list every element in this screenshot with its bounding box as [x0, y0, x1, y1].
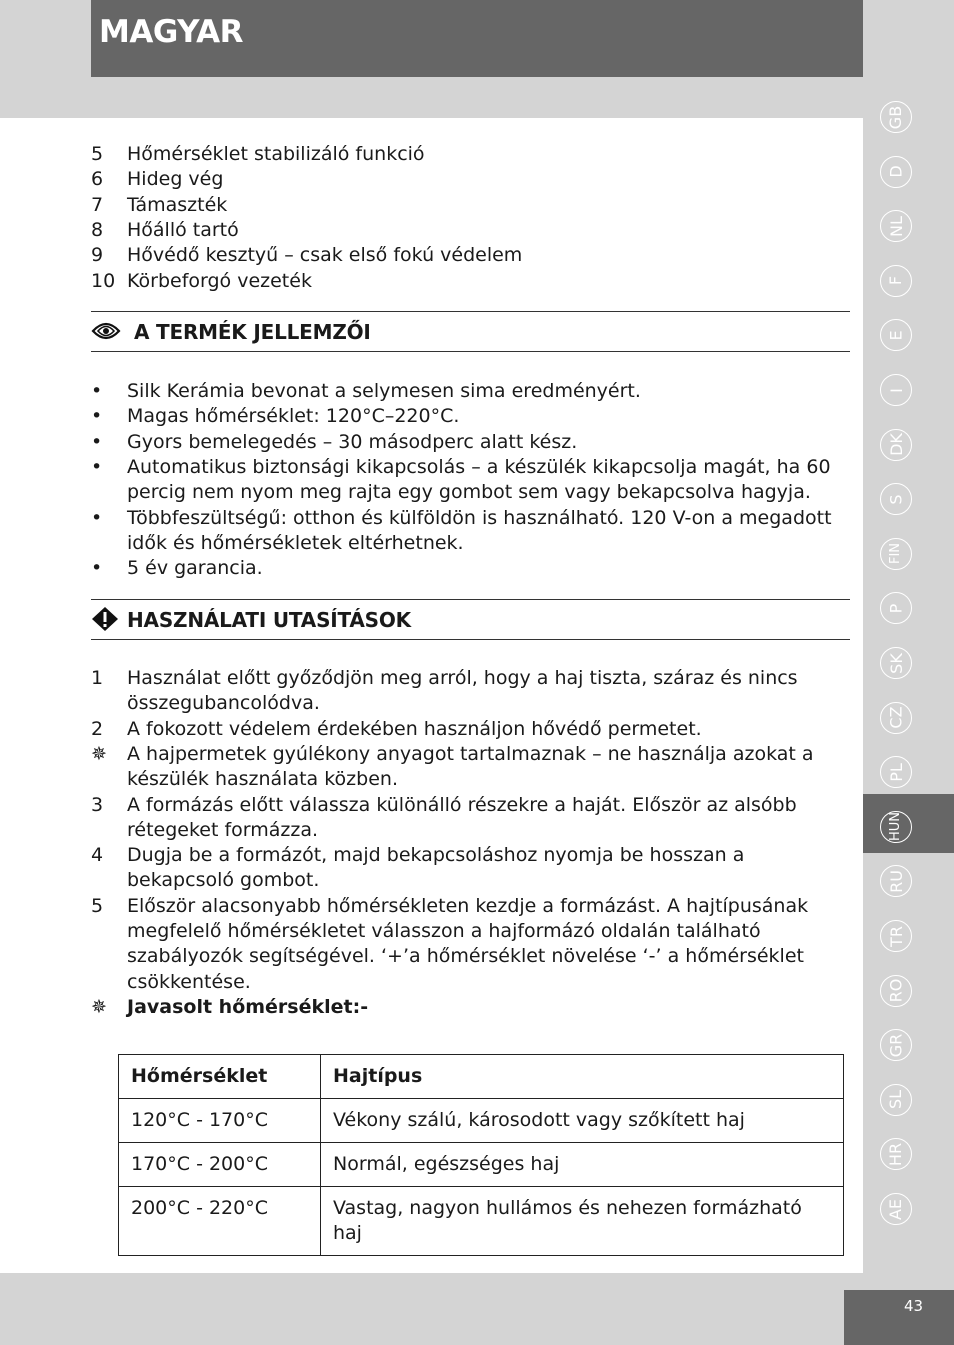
language-tab-ru[interactable]: [880, 865, 912, 897]
language-tab-fin[interactable]: [880, 538, 912, 570]
language-ring: [880, 101, 912, 133]
language-label: TR: [886, 925, 906, 947]
language-index: [863, 92, 954, 1252]
table-cell: 170°C - 200°C: [119, 1143, 321, 1187]
language-tab-dk[interactable]: [880, 429, 912, 461]
page-title: MAGYAR: [99, 14, 243, 50]
instructions-heading: [91, 599, 850, 640]
header-bar: [91, 0, 863, 77]
page-number: 43: [904, 1297, 924, 1315]
table-header-cell: Hőmérséklet: [119, 1055, 321, 1099]
temperature-table: [118, 1054, 844, 1256]
eye-icon: [91, 318, 121, 344]
table-row: [119, 1187, 844, 1256]
page-number-box: [844, 1290, 954, 1345]
star-icon: ✵: [91, 742, 107, 765]
language-label: CZ: [886, 706, 906, 729]
language-ring: [880, 865, 912, 897]
table-cell: 200°C - 220°C: [119, 1187, 321, 1256]
language-ring: [880, 811, 912, 843]
star-icon: ✵: [91, 995, 107, 1018]
language-tab-sk[interactable]: [880, 647, 912, 679]
language-tab-p[interactable]: [880, 592, 912, 624]
language-ring: [880, 1084, 912, 1116]
warning-icon: [91, 606, 121, 632]
language-label: RO: [886, 978, 906, 1003]
language-ring: [880, 647, 912, 679]
language-tab-e[interactable]: [880, 319, 912, 351]
language-label: I: [886, 387, 906, 393]
language-tab-ae[interactable]: [880, 1193, 912, 1225]
table-cell: Vastag, nagyon hullámos és nehezen formázható haj: [321, 1187, 844, 1256]
language-tab-hun[interactable]: [880, 811, 912, 843]
language-ring: [880, 1193, 912, 1225]
language-ring: [880, 1138, 912, 1170]
language-ring: [880, 702, 912, 734]
language-label: NL: [886, 215, 906, 237]
table-cell: Vékony szálú, károsodott vagy szőkített haj: [321, 1099, 844, 1143]
language-label: HR: [886, 1142, 906, 1166]
language-ring: [880, 756, 912, 788]
language-tab-pl[interactable]: [880, 756, 912, 788]
language-tab-gr[interactable]: [880, 1029, 912, 1061]
language-ring: [880, 538, 912, 570]
language-ring: [880, 319, 912, 351]
instructions-heading-label: HASZNÁLATI UTASÍTÁSOK: [127, 608, 411, 632]
language-ring: [880, 374, 912, 406]
language-label: PL: [886, 762, 906, 782]
language-label: S: [886, 494, 906, 505]
language-tab-i[interactable]: [880, 374, 912, 406]
language-tab-sl[interactable]: [880, 1084, 912, 1116]
language-tab-s[interactable]: [880, 483, 912, 515]
language-tab-cz[interactable]: [880, 702, 912, 734]
language-ring: [880, 429, 912, 461]
language-tab-gb[interactable]: [880, 101, 912, 133]
language-label: F: [886, 276, 906, 286]
language-ring: [880, 210, 912, 242]
language-ring: [880, 156, 912, 188]
language-tab-tr[interactable]: [880, 920, 912, 952]
language-label: RU: [886, 869, 906, 893]
language-label: D: [886, 165, 906, 178]
language-label: FIN: [888, 543, 904, 565]
table-header-cell: Hajtípus: [321, 1055, 844, 1099]
table-row: [119, 1099, 844, 1143]
language-tab-ro[interactable]: [880, 975, 912, 1007]
language-label: SK: [886, 652, 906, 674]
language-tab-f[interactable]: [880, 265, 912, 297]
language-label: HUN: [888, 812, 904, 842]
features-heading: [91, 311, 850, 352]
language-label: P: [886, 603, 906, 614]
language-label: GB: [886, 105, 906, 129]
language-ring: [880, 483, 912, 515]
table-header-row: [119, 1055, 844, 1099]
language-ring: [880, 975, 912, 1007]
language-tab-nl[interactable]: [880, 210, 912, 242]
language-ring: [880, 592, 912, 624]
language-ring: [880, 1029, 912, 1061]
table-row: [119, 1143, 844, 1187]
table-cell: Normál, egészséges haj: [321, 1143, 844, 1187]
language-label: E: [886, 330, 906, 341]
language-ring: [880, 920, 912, 952]
features-heading-label: A TERMÉK JELLEMZŐI: [134, 320, 371, 344]
language-tab-d[interactable]: [880, 156, 912, 188]
language-tab-hr[interactable]: [880, 1138, 912, 1170]
language-label: DK: [886, 433, 906, 456]
language-label: GR: [886, 1033, 906, 1057]
language-label: SL: [886, 1090, 906, 1110]
table-cell: 120°C - 170°C: [119, 1099, 321, 1143]
language-label: AE: [886, 1198, 906, 1220]
language-ring: [880, 265, 912, 297]
